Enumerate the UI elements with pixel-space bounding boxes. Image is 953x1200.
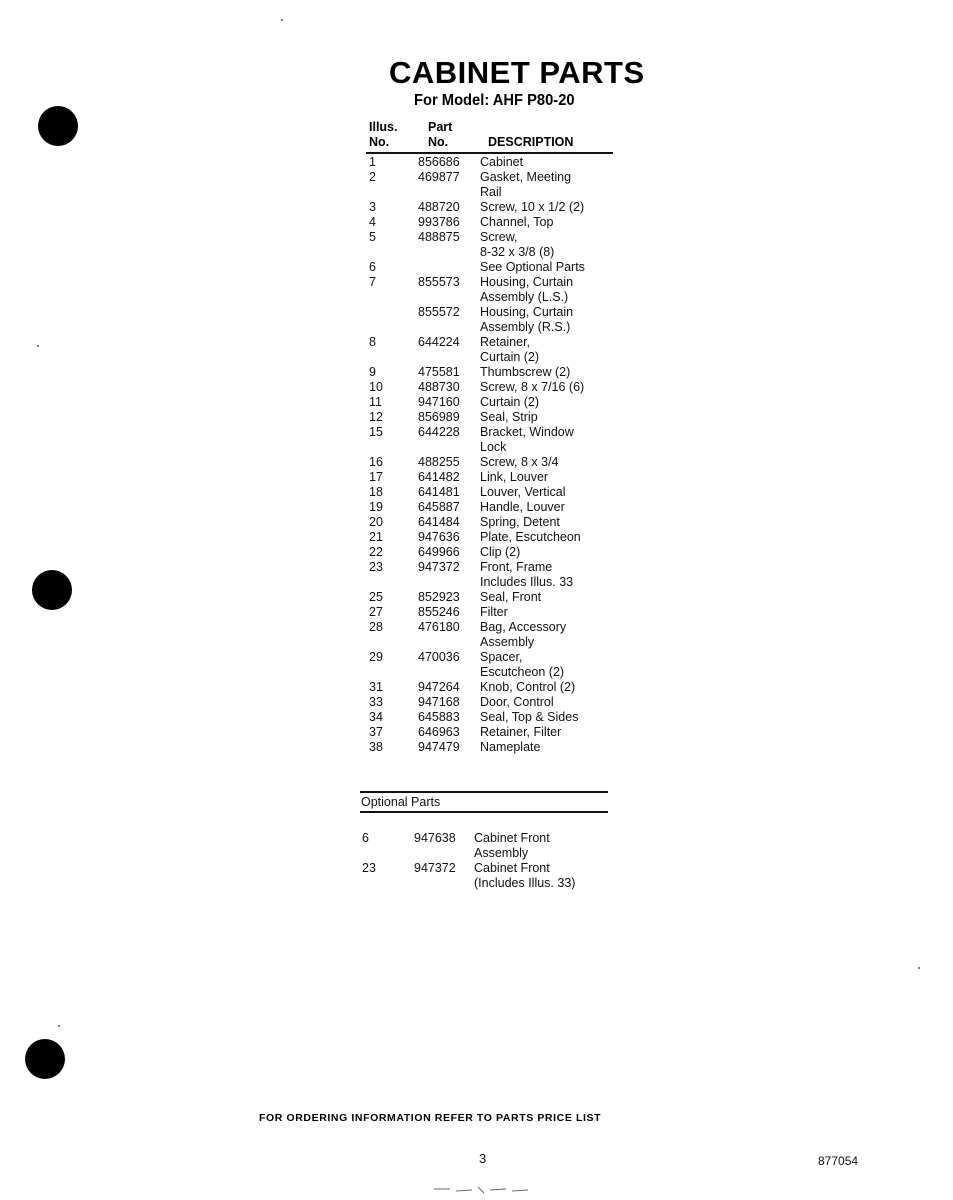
header-rule — [366, 152, 613, 154]
description-line: Spacer, — [480, 650, 523, 664]
description-line: Cabinet Front — [474, 861, 550, 875]
table-row — [360, 335, 620, 365]
illus-no-cell: 18 — [369, 485, 383, 499]
description-line: Screw, — [480, 230, 518, 244]
illus-header-line1: Illus. — [369, 120, 398, 134]
table-row — [360, 365, 620, 380]
description-line: Link, Louver — [480, 470, 549, 484]
table-row — [360, 410, 620, 425]
table-row — [360, 170, 620, 200]
table-row — [360, 530, 620, 545]
description-cell — [480, 305, 620, 335]
part-no-cell: 855246 — [418, 605, 460, 619]
illus-no-header — [369, 120, 397, 150]
description-line: See Optional Parts — [480, 260, 585, 274]
part-no-header — [428, 120, 452, 150]
illus-no-cell: 19 — [369, 500, 383, 514]
table-row — [360, 695, 620, 710]
part-no-cell: 641484 — [418, 515, 460, 529]
description-line: Escutcheon (2) — [480, 665, 565, 679]
table-row — [360, 485, 620, 500]
description-cell — [480, 605, 620, 620]
description-line: Gasket, Meeting — [480, 170, 572, 184]
description-cell — [474, 831, 616, 861]
part-no-cell: 855573 — [418, 275, 460, 289]
optional-top-rule — [360, 791, 608, 793]
description-cell — [480, 230, 620, 260]
scan-artifact-scribble — [432, 1181, 532, 1195]
description-cell — [480, 335, 620, 365]
part-no-cell: 488730 — [418, 380, 460, 394]
description-cell — [480, 470, 620, 485]
description-cell — [480, 215, 620, 230]
part-no-cell: 947638 — [414, 831, 456, 845]
description-line: Includes Illus. 33 — [480, 575, 574, 589]
table-row — [360, 470, 620, 485]
illus-no-cell: 22 — [369, 545, 383, 559]
description-line: Channel, Top — [480, 215, 554, 229]
description-line: Nameplate — [480, 740, 541, 754]
part-no-cell: 852923 — [418, 590, 460, 604]
table-row — [360, 275, 620, 305]
part-no-cell: 476180 — [418, 620, 460, 634]
illus-no-cell: 38 — [369, 740, 383, 754]
table-row — [360, 260, 620, 275]
illus-no-cell: 31 — [369, 680, 383, 694]
table-row — [360, 305, 620, 335]
illus-no-cell: 33 — [369, 695, 383, 709]
part-no-cell: 488255 — [418, 455, 460, 469]
description-cell — [480, 650, 620, 680]
description-line: Seal, Top & Sides — [480, 710, 579, 724]
description-line: Housing, Curtain — [480, 275, 574, 289]
illus-no-cell: 1 — [369, 155, 376, 169]
part-no-cell: 644228 — [418, 425, 460, 439]
part-no-cell: 645883 — [418, 710, 460, 724]
description-line: Spring, Detent — [480, 515, 560, 529]
description-cell — [480, 170, 620, 200]
description-cell — [480, 275, 620, 305]
table-row — [360, 395, 620, 410]
description-line: Screw, 10 x 1/2 (2) — [480, 200, 585, 214]
part-no-cell: 947264 — [418, 680, 460, 694]
part-no-cell: 993786 — [418, 215, 460, 229]
description-line: Assembly (L.S.) — [480, 290, 569, 304]
table-row — [360, 545, 620, 560]
description-line: Assembly (R.S.) — [480, 320, 571, 334]
description-cell — [480, 545, 620, 560]
description-line: Cabinet Front — [474, 831, 550, 845]
illus-no-cell: 25 — [369, 590, 383, 604]
description-line: Front, Frame — [480, 560, 553, 574]
punch-hole-bottom — [25, 1039, 65, 1079]
description-cell — [480, 425, 620, 455]
description-line: Clip (2) — [480, 545, 521, 559]
table-row — [360, 425, 620, 455]
illus-no-cell: 6 — [362, 831, 369, 845]
scan-speck — [918, 967, 920, 969]
punch-hole-top — [38, 106, 78, 146]
part-no-cell: 488875 — [418, 230, 460, 244]
illus-no-cell: 9 — [369, 365, 376, 379]
parts-list — [360, 155, 620, 755]
part-no-cell: 947372 — [418, 560, 460, 574]
description-header: DESCRIPTION — [488, 135, 574, 149]
description-cell — [480, 485, 620, 500]
description-line: Housing, Curtain — [480, 305, 574, 319]
table-row — [360, 605, 620, 620]
table-row — [356, 831, 616, 861]
part-no-cell: 469877 — [418, 170, 460, 184]
illus-no-cell: 4 — [369, 215, 376, 229]
description-cell — [480, 515, 620, 530]
part-no-cell: 644224 — [418, 335, 460, 349]
description-line: Lock — [480, 440, 507, 454]
description-line: Door, Control — [480, 695, 554, 709]
illus-no-cell: 16 — [369, 455, 383, 469]
scan-speck — [37, 345, 39, 347]
part-no-cell: 947636 — [418, 530, 460, 544]
illus-no-cell: 5 — [369, 230, 376, 244]
illus-no-cell: 7 — [369, 275, 376, 289]
illus-no-cell: 15 — [369, 425, 383, 439]
description-cell — [480, 395, 620, 410]
table-row — [360, 500, 620, 515]
table-row — [360, 650, 620, 680]
description-line: Louver, Vertical — [480, 485, 566, 499]
illus-no-cell: 10 — [369, 380, 383, 394]
table-row — [360, 680, 620, 695]
illus-no-cell: 17 — [369, 470, 383, 484]
description-line: Thumbscrew (2) — [480, 365, 571, 379]
description-line: Retainer, Filter — [480, 725, 562, 739]
table-row — [360, 155, 620, 170]
table-row — [356, 861, 616, 891]
optional-parts-title: Optional Parts — [361, 795, 441, 809]
part-no-cell: 475581 — [418, 365, 460, 379]
description-cell — [480, 620, 620, 650]
description-cell — [480, 680, 620, 695]
description-line: Rail — [480, 185, 502, 199]
illus-no-cell: 37 — [369, 725, 383, 739]
part-header-line2: No. — [428, 135, 449, 149]
illus-no-cell: 23 — [362, 861, 376, 875]
illus-no-cell: 34 — [369, 710, 383, 724]
description-line: Curtain (2) — [480, 350, 540, 364]
description-cell — [480, 740, 620, 755]
description-cell — [480, 260, 620, 275]
description-cell — [480, 200, 620, 215]
table-row — [360, 515, 620, 530]
part-no-cell: 947372 — [414, 861, 456, 875]
part-header-line1: Part — [428, 120, 453, 134]
table-row — [360, 740, 620, 755]
table-row — [360, 200, 620, 215]
illus-no-cell: 2 — [369, 170, 376, 184]
ordering-footer: FOR ORDERING INFORMATION REFER TO PARTS PRICE LIST — [259, 1112, 602, 1124]
table-row — [360, 725, 620, 740]
description-line: Bracket, Window — [480, 425, 574, 439]
description-line: Screw, 8 x 3/4 — [480, 455, 559, 469]
description-line: Plate, Escutcheon — [480, 530, 581, 544]
part-no-cell: 646963 — [418, 725, 460, 739]
page-title: CABINET PARTS — [389, 55, 645, 90]
description-cell — [480, 695, 620, 710]
part-no-cell: 947168 — [418, 695, 460, 709]
table-row — [360, 380, 620, 395]
scan-speck — [58, 1025, 60, 1027]
description-cell — [474, 861, 616, 891]
description-cell — [480, 455, 620, 470]
description-line: Retainer, — [480, 335, 531, 349]
illus-no-cell: 12 — [369, 410, 383, 424]
part-no-cell: 649966 — [418, 545, 460, 559]
part-no-cell: 856989 — [418, 410, 460, 424]
part-no-cell: 947479 — [418, 740, 460, 754]
table-row — [360, 620, 620, 650]
illus-no-cell: 3 — [369, 200, 376, 214]
illus-no-cell: 6 — [369, 260, 376, 274]
illus-header-line2: No. — [369, 135, 390, 149]
description-cell — [480, 560, 620, 590]
illus-no-cell: 20 — [369, 515, 383, 529]
document-number: 877054 — [818, 1154, 859, 1168]
illus-no-cell: 23 — [369, 560, 383, 574]
part-no-cell: 856686 — [418, 155, 460, 169]
description-cell — [480, 725, 620, 740]
description-cell — [480, 710, 620, 725]
description-line: Seal, Front — [480, 590, 542, 604]
description-line: 8-32 x 3/8 (8) — [480, 245, 555, 259]
table-row — [360, 560, 620, 590]
part-no-cell: 855572 — [418, 305, 460, 319]
table-row — [360, 215, 620, 230]
table-row — [360, 710, 620, 725]
part-no-cell: 470036 — [418, 650, 460, 664]
page-number: 3 — [479, 1151, 487, 1166]
part-no-cell: 641481 — [418, 485, 460, 499]
optional-bottom-rule — [360, 811, 608, 813]
description-line: Handle, Louver — [480, 500, 565, 514]
description-line: (Includes Illus. 33) — [474, 876, 576, 890]
description-line: Assembly — [474, 846, 529, 860]
description-line: Cabinet — [480, 155, 524, 169]
table-row — [360, 230, 620, 260]
description-cell — [480, 500, 620, 515]
illus-no-cell: 8 — [369, 335, 376, 349]
illus-no-cell: 21 — [369, 530, 383, 544]
illus-no-cell: 11 — [369, 395, 382, 409]
punch-hole-middle — [32, 570, 72, 610]
description-cell — [480, 530, 620, 545]
part-no-cell: 645887 — [418, 500, 460, 514]
illus-no-cell: 28 — [369, 620, 383, 634]
optional-parts-list — [356, 831, 616, 891]
description-line: Knob, Control (2) — [480, 680, 576, 694]
illus-no-cell: 29 — [369, 650, 383, 664]
description-line: Bag, Accessory — [480, 620, 567, 634]
description-line: Filter — [480, 605, 508, 619]
description-line: Seal, Strip — [480, 410, 538, 424]
description-line: Assembly — [480, 635, 535, 649]
table-row — [360, 455, 620, 470]
description-cell — [480, 155, 620, 170]
scan-speck — [281, 19, 283, 21]
part-no-cell: 947160 — [418, 395, 460, 409]
description-cell — [480, 590, 620, 605]
description-cell — [480, 410, 620, 425]
description-line: Screw, 8 x 7/16 (6) — [480, 380, 585, 394]
description-line: Curtain (2) — [480, 395, 540, 409]
description-cell — [480, 365, 620, 380]
part-no-cell: 641482 — [418, 470, 460, 484]
illus-no-cell: 27 — [369, 605, 383, 619]
description-cell — [480, 380, 620, 395]
page-subtitle: For Model: AHF P80-20 — [414, 92, 575, 109]
table-row — [360, 590, 620, 605]
part-no-cell: 488720 — [418, 200, 460, 214]
